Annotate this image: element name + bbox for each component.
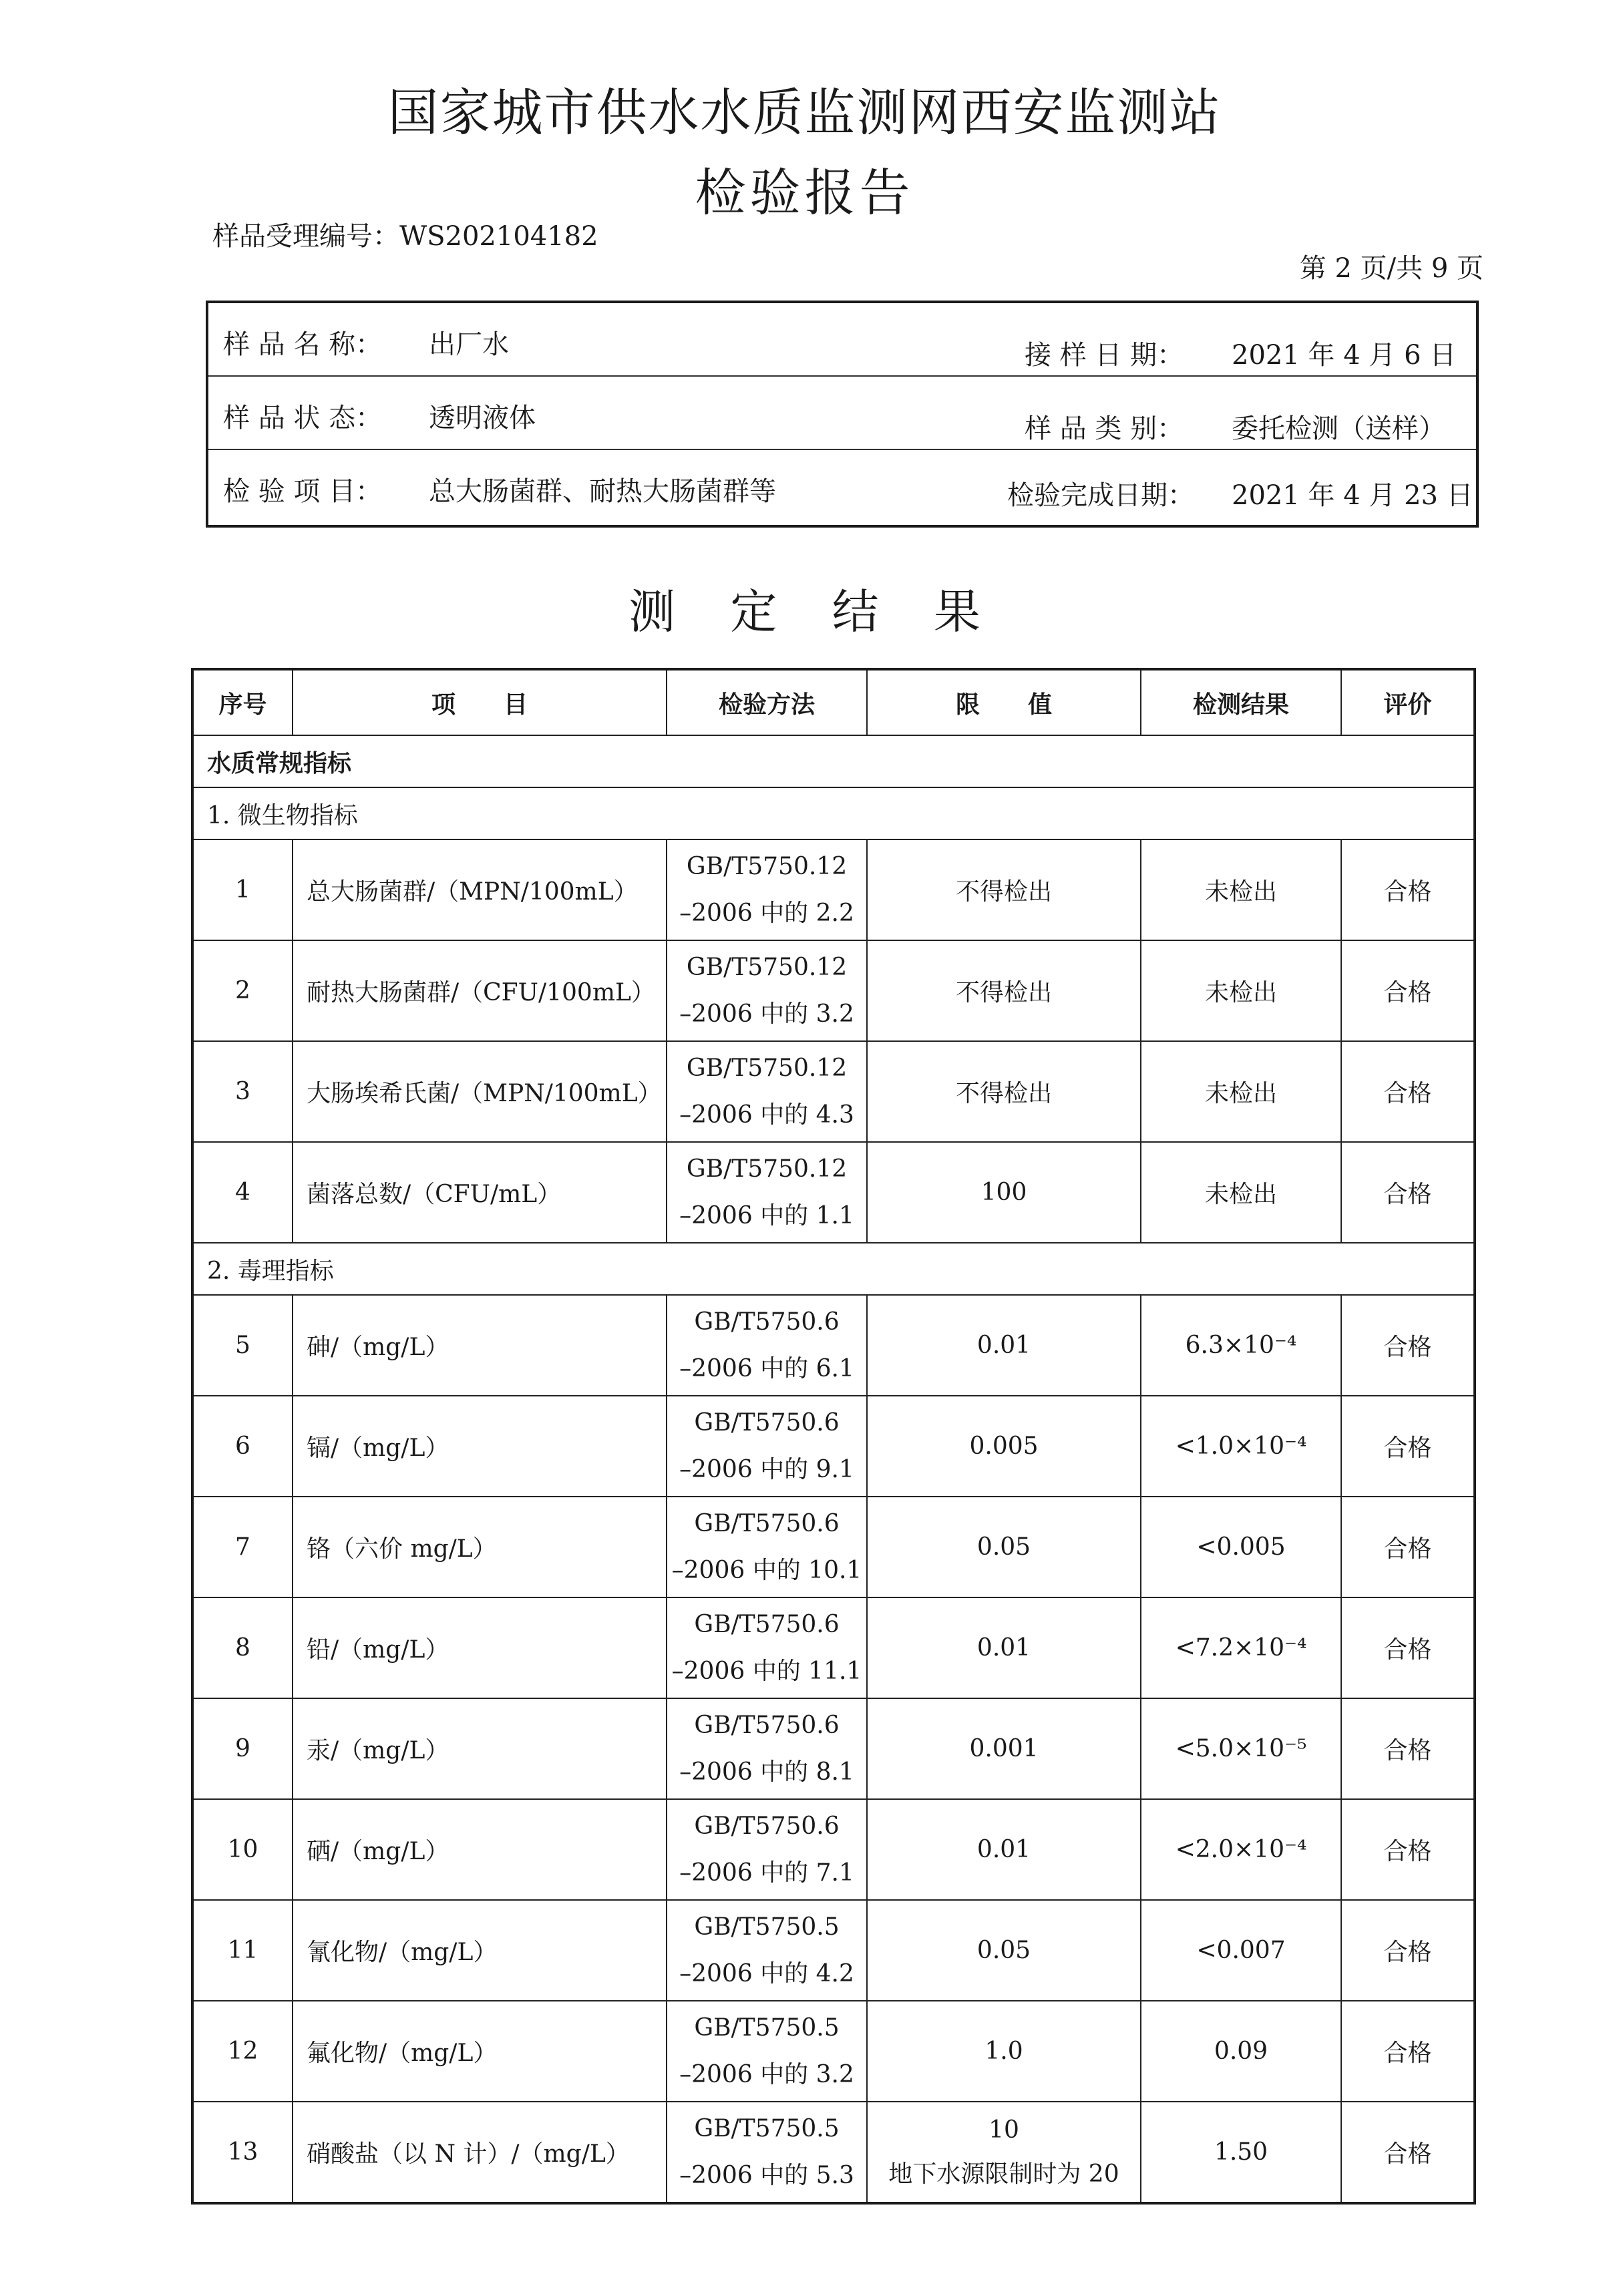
table-row [192,1900,1475,2001]
table-row [192,940,1475,1041]
row-method-line1: GB/T5750.5 [694,2114,840,2142]
row-method-line1: GB/T5750.12 [686,1155,848,1183]
row-item: 铬（六价 mg/L） [293,1497,667,1597]
row-result: 6.3×10⁻⁴ [1141,1295,1341,1396]
table-row [192,1396,1475,1497]
row-method-line1: GB/T5750.6 [694,1308,840,1336]
row-method-line2: –2006 中的 11.1 [671,1657,862,1685]
header-no: 序号 [192,669,293,735]
row-method [667,1597,867,1698]
table-row [192,1597,1475,1698]
row-method-line1: GB/T5750.6 [694,1812,840,1840]
header-result: 检测结果 [1141,669,1341,735]
row-no: 3 [192,1041,293,1142]
row-limit: 100 [867,1142,1141,1243]
row-evaluation: 合格 [1341,1799,1475,1900]
sample-number-value: WS202104182 [399,221,598,252]
row-method-line1: GB/T5750.12 [686,953,848,981]
row-item: 硒/（mg/L） [293,1799,667,1900]
row-method-line1: GB/T5750.6 [694,1509,840,1537]
row-no: 1 [192,839,293,940]
row-result: <0.005 [1141,1497,1341,1597]
row-limit: 0.01 [867,1295,1141,1396]
row-result: 未检出 [1141,839,1341,940]
sample-number-label: 样品受理编号： [212,221,399,252]
category-row [192,1243,1475,1295]
row-evaluation: 合格 [1341,1497,1475,1597]
row-method-line2: –2006 中的 1.1 [679,1201,854,1229]
row-no: 6 [192,1396,293,1497]
category-title: 1. 微生物指标 [192,787,1475,839]
sample-type-value: 委托检测（送样） [1232,413,1445,444]
results-table [191,668,1476,2205]
row-no: 5 [192,1295,293,1396]
row-item: 硝酸盐（以 N 计）/（mg/L） [293,2102,667,2203]
row-limit [867,2102,1141,2203]
row-evaluation: 合格 [1341,1900,1475,2001]
row-method-line1: GB/T5750.12 [686,1054,848,1082]
header-evaluation: 评价 [1341,669,1475,735]
row-limit: 不得检出 [867,940,1141,1041]
table-row [192,1041,1475,1142]
row-method-line2: –2006 中的 3.2 [679,1000,854,1028]
row-method-line2: –2006 中的 4.2 [679,1959,854,1987]
row-result: <2.0×10⁻⁴ [1141,1799,1341,1900]
info-row-state [208,377,1476,450]
row-result: <7.2×10⁻⁴ [1141,1597,1341,1698]
row-evaluation: 合格 [1341,1142,1475,1243]
row-evaluation: 合格 [1341,2102,1475,2203]
table-row [192,2102,1475,2203]
row-method-line2: –2006 中的 7.1 [679,1859,854,1887]
row-no: 10 [192,1799,293,1900]
table-row [192,839,1475,940]
row-no: 9 [192,1698,293,1799]
report-title: 国家城市供水水质监测网西安监测站 [387,83,1222,142]
row-limit: 0.05 [867,1900,1141,2001]
row-evaluation: 合格 [1341,1295,1475,1396]
row-method-line2: –2006 中的 5.3 [679,2161,854,2189]
row-evaluation: 合格 [1341,839,1475,940]
row-no: 8 [192,1597,293,1698]
header-item: 项 目 [293,669,667,735]
row-method [667,1497,867,1597]
sample-type-label: 样 品 类 别： [1025,413,1184,444]
row-method-line1: GB/T5750.12 [686,852,848,880]
group-title: 水质常规指标 [192,735,1475,787]
row-item: 氟化物/（mg/L） [293,2001,667,2102]
row-limit: 不得检出 [867,839,1141,940]
row-limit: 0.05 [867,1497,1141,1597]
row-limit-line1: 10 [989,2116,1019,2144]
row-limit: 不得检出 [867,1041,1141,1142]
table-row [192,1497,1475,1597]
row-method-line1: GB/T5750.6 [694,1408,840,1437]
row-method [667,1799,867,1900]
table-row [192,1295,1475,1396]
row-evaluation: 合格 [1341,1041,1475,1142]
row-method-line1: GB/T5750.5 [694,2014,840,2042]
sample-name-label: 样 品 名 称： [223,329,383,360]
row-limit: 0.005 [867,1396,1141,1497]
row-no: 4 [192,1142,293,1243]
row-method [667,2102,867,2203]
sample-info-box [206,301,1479,528]
report-subtitle: 检验报告 [695,163,914,222]
row-method-line2: –2006 中的 8.1 [679,1758,854,1786]
row-method-line1: GB/T5750.6 [694,1711,840,1739]
row-result: 未检出 [1141,940,1341,1041]
row-method-line2: –2006 中的 9.1 [679,1455,854,1483]
row-method [667,839,867,940]
row-method-line2: –2006 中的 2.2 [679,899,854,927]
sample-state-label: 样 品 状 态： [223,403,383,433]
row-evaluation: 合格 [1341,1396,1475,1497]
row-evaluation: 合格 [1341,1698,1475,1799]
row-no: 7 [192,1497,293,1597]
row-method-line2: –2006 中的 10.1 [671,1556,862,1584]
complete-date-value: 2021 年 4 月 23 日 [1232,480,1473,511]
table-row [192,1698,1475,1799]
header-limit: 限 值 [867,669,1141,735]
row-item: 铅/（mg/L） [293,1597,667,1698]
info-row-name [208,303,1476,377]
group-row [192,735,1475,787]
row-no: 13 [192,2102,293,2203]
receive-date-label: 接 样 日 期： [1025,340,1184,371]
test-items-label: 检 验 项 目： [223,476,383,507]
test-items-value: 总大肠菌群、耐热大肠菌群等 [429,476,776,507]
row-limit: 1.0 [867,2001,1141,2102]
row-limit: 0.01 [867,1597,1141,1698]
row-result: <1.0×10⁻⁴ [1141,1396,1341,1497]
row-method [667,940,867,1041]
row-method [667,1041,867,1142]
table-row [192,1142,1475,1243]
row-method-line2: –2006 中的 6.1 [679,1354,854,1382]
sample-state-value: 透明液体 [429,403,536,433]
category-row [192,787,1475,839]
category-title: 2. 毒理指标 [192,1243,1475,1295]
row-limit: 0.001 [867,1698,1141,1799]
row-no: 11 [192,1900,293,2001]
row-item: 汞/（mg/L） [293,1698,667,1799]
row-method-line2: –2006 中的 3.2 [679,2060,854,2088]
row-evaluation: 合格 [1341,2001,1475,2102]
row-item: 镉/（mg/L） [293,1396,667,1497]
table-row [192,1799,1475,1900]
page-indicator: 第 2 页/共 9 页 [1299,253,1483,284]
row-evaluation: 合格 [1341,940,1475,1041]
sample-number [212,215,598,253]
info-row-items [208,450,1476,524]
row-item: 耐热大肠菌群/（CFU/100mL） [293,940,667,1041]
row-limit: 0.01 [867,1799,1141,1900]
row-method-line1: GB/T5750.5 [694,1913,840,1941]
row-method [667,1698,867,1799]
row-method [667,1396,867,1497]
sample-name-value: 出厂水 [429,329,509,360]
row-item: 氰化物/（mg/L） [293,1900,667,2001]
row-no: 2 [192,940,293,1041]
row-item: 总大肠菌群/（MPN/100mL） [293,839,667,940]
row-no: 12 [192,2001,293,2102]
row-result: 未检出 [1141,1041,1341,1142]
row-result: 未检出 [1141,1142,1341,1243]
row-method [667,1295,867,1396]
table-header-row [192,669,1475,735]
row-item: 砷/（mg/L） [293,1295,667,1396]
row-result: <0.007 [1141,1900,1341,2001]
row-result: <5.0×10⁻⁵ [1141,1698,1341,1799]
row-limit-line2: 地下水源限制时为 20 [888,2160,1119,2188]
row-result: 1.50 [1141,2102,1341,2203]
complete-date-label: 检验完成日期： [1007,480,1194,511]
row-method [667,2001,867,2102]
table-row [192,2001,1475,2102]
header-method: 检验方法 [667,669,867,735]
row-method-line2: –2006 中的 4.3 [679,1101,854,1129]
row-method [667,1142,867,1243]
results-title: 测 定 结 果 [629,584,980,639]
row-method [667,1900,867,2001]
row-item: 大肠埃希氏菌/（MPN/100mL） [293,1041,667,1142]
row-result: 0.09 [1141,2001,1341,2102]
row-method-line1: GB/T5750.6 [694,1610,840,1638]
row-evaluation: 合格 [1341,1597,1475,1698]
row-item: 菌落总数/（CFU/mL） [293,1142,667,1243]
receive-date-value: 2021 年 4 月 6 日 [1232,340,1457,371]
